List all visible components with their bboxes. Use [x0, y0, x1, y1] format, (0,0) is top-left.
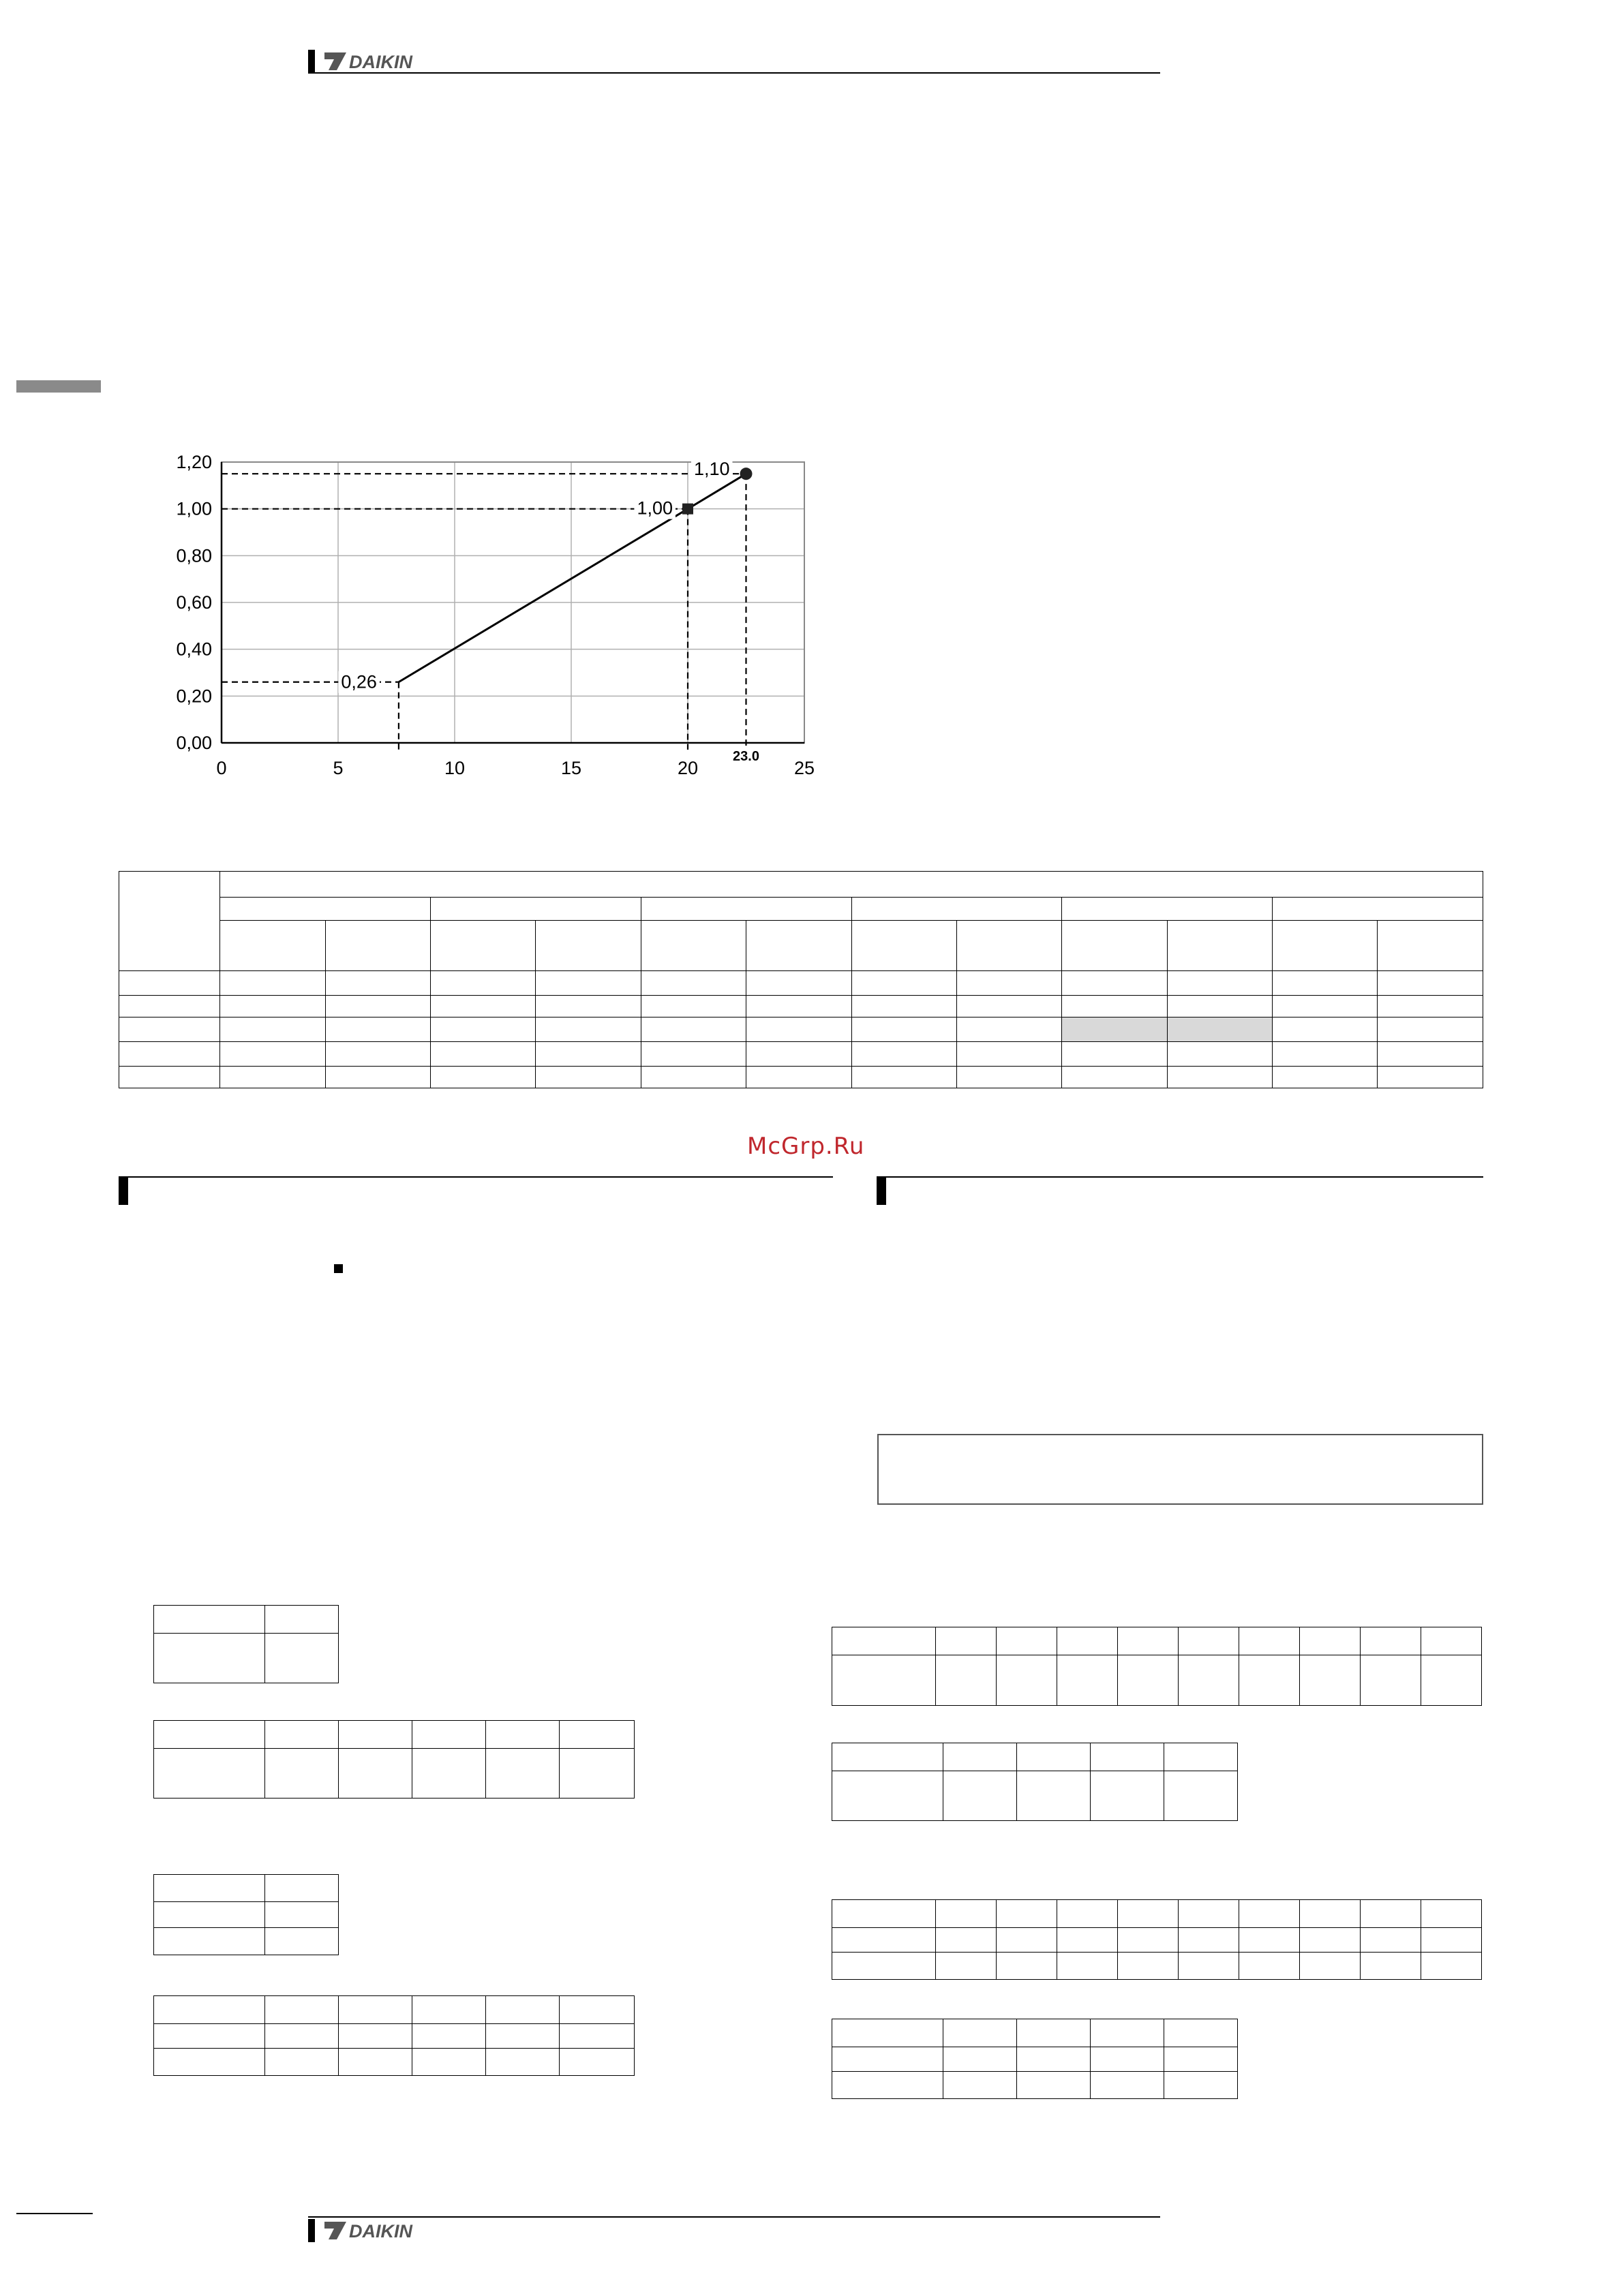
annotation-label: 1,00 [637, 498, 673, 519]
marker-square [682, 504, 693, 515]
footer-brand-text: DAIKIN [349, 2221, 412, 2241]
right-table-4 [832, 2019, 1238, 2099]
left-table-1 [153, 1605, 339, 1683]
footer-rule [308, 2216, 1160, 2218]
header-rule [308, 72, 1160, 74]
marker-circle [740, 468, 753, 480]
footer-left-rule [16, 2213, 93, 2214]
x-tick-label: 10 [444, 758, 466, 778]
header-brand-bar [308, 50, 315, 73]
y-tick-label: 1,00 [176, 498, 212, 519]
left-table-3 [153, 1874, 339, 1955]
left-table-4 [153, 1995, 635, 2076]
x-tick-label: 5 [333, 758, 344, 778]
header-daikin-logo [322, 50, 444, 73]
y-tick-label: 1,20 [176, 452, 212, 472]
x-tick-label: 0 [216, 758, 227, 778]
y-tick-label: 0,60 [176, 592, 212, 613]
table-row [119, 1067, 1483, 1088]
right-table-3 [832, 1899, 1482, 1980]
annotation-label: 23.0 [733, 749, 759, 764]
x-tick-label: 20 [677, 758, 699, 778]
table-row [119, 1042, 1483, 1067]
bullet-marker [334, 1264, 343, 1273]
line-chart [150, 436, 832, 791]
table-row [119, 1017, 1483, 1042]
y-tick-label: 0,00 [176, 733, 212, 753]
watermark: McGrp.Ru [747, 1133, 865, 1160]
y-tick-label: 0,40 [176, 639, 212, 660]
y-tick-label: 0,80 [176, 545, 212, 566]
table-row [119, 971, 1483, 996]
note-box [877, 1434, 1483, 1505]
header-brand-text: DAIKIN [349, 52, 412, 72]
y-tick-label: 0,20 [176, 686, 212, 707]
table-row [119, 921, 1483, 971]
x-tick-label: 25 [793, 758, 815, 778]
right-table-1 [832, 1627, 1482, 1706]
side-tab-marker [16, 380, 101, 393]
main-data-table [119, 871, 1483, 1088]
left-table-2 [153, 1720, 635, 1798]
series-line [399, 474, 746, 682]
annotation-label: 0,26 [341, 671, 377, 692]
annotation-label: 1,10 [693, 459, 730, 480]
x-tick-label: 15 [560, 758, 582, 778]
footer-brand-bar [308, 2219, 315, 2242]
footer-daikin-logo [322, 2219, 444, 2242]
right-table-2 [832, 1743, 1238, 1821]
table-row [119, 996, 1483, 1017]
